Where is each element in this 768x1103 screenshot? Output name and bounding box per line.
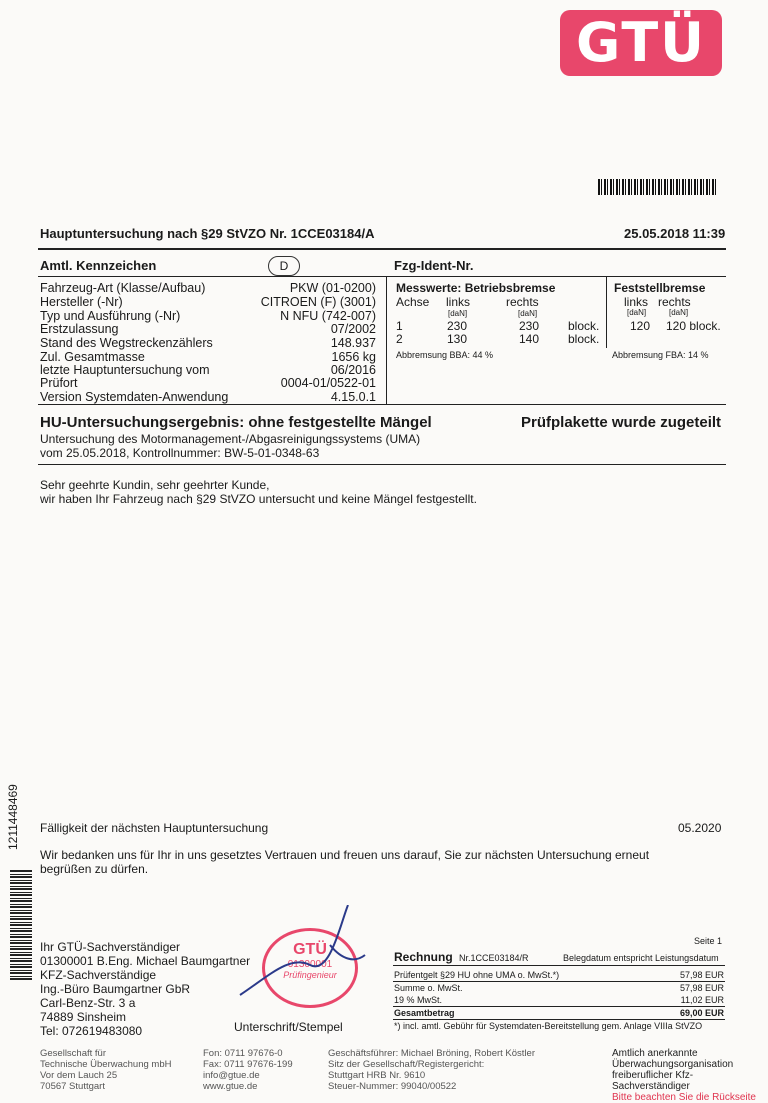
brake-note: block. — [568, 332, 600, 346]
footer-line: freiberuflicher Kfz-Sachverständiger — [612, 1070, 694, 1092]
invoice-title: Rechnung — [394, 950, 453, 964]
parking-col-left: links — [624, 295, 649, 309]
footer-contact — [203, 1048, 293, 1092]
divider — [393, 981, 725, 982]
parking-left: 120 — [630, 319, 651, 333]
expert-line: Ihr GTÜ-Sachverständiger — [40, 940, 181, 954]
expert-block — [40, 940, 250, 1038]
vehicle-label: Version Systemdaten-Anwendung — [40, 390, 229, 404]
gtue-logo: GTÜ — [560, 10, 722, 76]
expert-line: 01300001 B.Eng. Michael Baumgartner — [40, 954, 251, 968]
brake-right: 140 — [519, 332, 540, 346]
divider — [38, 464, 726, 465]
divider — [393, 1019, 725, 1020]
signature — [230, 905, 370, 1005]
vehicle-label: Prüfort — [40, 376, 78, 390]
footer-line: Technische Überwachung mbH — [40, 1059, 172, 1070]
unit-label: [daN] — [627, 308, 647, 317]
footer-line: Vor dem Lauch 25 — [40, 1070, 118, 1081]
brake-left: 130 — [447, 332, 468, 346]
brake-right: 230 — [519, 319, 540, 333]
parking-col-right: rechts — [658, 295, 691, 309]
brake-col-left: links — [446, 295, 471, 309]
brake-note: block. — [568, 319, 600, 333]
brake-axle: 2 — [396, 332, 403, 346]
expert-line: 74889 Sinsheim — [40, 1010, 127, 1024]
footer-line: info@gtue.de — [203, 1070, 260, 1081]
barcode — [598, 179, 718, 195]
brake-left: 230 — [447, 319, 468, 333]
invoice-row-value: 57,98 EUR — [679, 983, 724, 993]
footer-line: 70567 Stuttgart — [40, 1081, 105, 1092]
invoice-total-value: 69,00 EUR — [679, 1008, 724, 1018]
result-line2: vom 25.05.2018, Kontrollnummer: BW-5-01-0348-63 — [40, 446, 320, 460]
letter-body: wir haben Ihr Fahrzeug nach §29 StVZO untersucht und keine Mängel festgestellt. — [40, 492, 477, 506]
vehicle-value: 148.937 — [330, 336, 376, 350]
footer-line: Bitte beachten Sie die Rückseite — [612, 1092, 756, 1103]
footer-line: Überwachungsorganisation — [612, 1059, 734, 1070]
parking-title: Feststellbremse — [614, 281, 706, 295]
invoice-row-label: Prüfentgelt §29 HU ohne UMA o. MwSt.*) — [394, 970, 560, 980]
invoice-footnote: *) incl. amtl. Gebühr für Systemdaten-Bereitstellung gem. Anlage VIIIa StVZO — [394, 1021, 703, 1031]
invoice-row-label: 19 % MwSt. — [394, 995, 443, 1005]
divider — [38, 248, 726, 250]
invoice-total-label: Gesamtbetrag — [394, 1008, 455, 1018]
result-line1: Untersuchung des Motormanagement-/Abgasreinigungssystems (UMA) — [40, 432, 421, 446]
letter-greeting: Sehr geehrte Kundin, sehr geehrter Kunde, — [40, 478, 270, 492]
parking-fba: Abbremsung FBA: 14 % — [612, 350, 709, 360]
invoice-number: Nr.1CCE03184/R — [459, 953, 529, 963]
vehicle-label: Erstzulassung — [40, 322, 119, 336]
vehicle-value: 07/2002 — [330, 322, 376, 336]
vehicle-value: CITROEN (F) (3001) — [260, 295, 376, 309]
footer-line: Fon: 0711 97676-0 — [203, 1048, 283, 1059]
vehicle-value: 0004-01/0522-01 — [280, 376, 376, 390]
divider — [38, 404, 726, 405]
country-badge: D — [268, 256, 300, 276]
footer-line: Steuer-Nummer: 99040/00522 — [328, 1081, 457, 1092]
footer-line: Amtlich anerkannte — [612, 1048, 698, 1059]
vehicle-label: letzte Hauptuntersuchung vom — [40, 363, 210, 377]
footer-company — [40, 1048, 171, 1092]
brake-col-right: rechts — [506, 295, 539, 309]
result-title: HU-Untersuchungsergebnis: ohne festgestellte Mängel — [40, 414, 432, 431]
footer-line: www.gtue.de — [203, 1081, 258, 1092]
divider — [38, 276, 726, 277]
document-title: Hauptuntersuchung nach §29 StVZO Nr. 1CCE03184/A — [40, 226, 375, 241]
unit-label: [daN] — [669, 308, 689, 317]
footer-line: Stuttgart HRB Nr. 9610 — [328, 1070, 426, 1081]
parking-right: 120 block. — [666, 319, 721, 333]
unit-label: [daN] — [518, 309, 538, 318]
side-number: 1211448469 — [6, 784, 20, 850]
vehicle-label: Stand des Wegstreckenzählers — [40, 336, 213, 350]
plate-label: Amtl. Kennzeichen — [40, 258, 157, 273]
vehicle-value: 4.15.0.1 — [330, 390, 376, 404]
expert-line: Tel: 072619483080 — [40, 1024, 143, 1038]
vehicle-value: 1656 kg — [331, 350, 376, 364]
vehicle-label: Hersteller (-Nr) — [40, 295, 123, 309]
footer-line: Fax: 0711 97676-199 — [203, 1059, 293, 1070]
divider — [393, 1006, 725, 1007]
divider — [606, 276, 607, 348]
footer-line: Gesellschaft für — [40, 1048, 106, 1059]
footer-line: Sitz der Gesellschaft/Registergericht: — [328, 1059, 485, 1070]
vehicle-value: PKW (01-0200) — [289, 281, 376, 295]
expert-line: Carl-Benz-Str. 3 a — [40, 996, 136, 1010]
divider — [386, 276, 387, 404]
vin-label: Fzg-Ident-Nr. — [394, 258, 474, 273]
side-barcode — [10, 870, 32, 980]
footer-management — [328, 1048, 535, 1092]
expert-line: KFZ-Sachverständige — [40, 968, 157, 982]
result-badge: Prüfplakette wurde zugeteilt — [521, 414, 722, 431]
document-date: 25.05.2018 11:39 — [624, 226, 726, 241]
thanks-line2: begrüßen zu dürfen. — [40, 862, 149, 876]
invoice-note: Belegdatum entspricht Leistungsdatum — [563, 953, 719, 963]
brake-bba: Abbremsung BBA: 44 % — [396, 350, 494, 360]
vehicle-value: N NFU (742-007) — [280, 309, 376, 323]
invoice-row-value: 11,02 EUR — [680, 995, 724, 1005]
stamp-bottom: Prüfingenieur — [283, 970, 337, 980]
next-inspection-value: 05.2020 — [678, 821, 722, 835]
invoice-row-label: Summe o. MwSt. — [394, 983, 463, 993]
brake-title: Messwerte: Betriebsbremse — [396, 281, 556, 295]
vehicle-label: Fahrzeug-Art (Klasse/Aufbau) — [40, 281, 206, 295]
footer-accreditation — [612, 1048, 768, 1103]
divider — [393, 965, 725, 966]
next-inspection-label: Fälligkeit der nächsten Hauptuntersuchung — [40, 821, 269, 835]
stamp-number: 01300001 — [287, 959, 333, 970]
thanks-line1: Wir bedanken uns für Ihr in uns gesetztes Vertrauen und freuen uns darauf, Sie zur nächsten Untersuchung erneut — [40, 848, 650, 862]
brake-col-axle: Achse — [396, 295, 430, 309]
brake-axle: 1 — [396, 319, 403, 333]
vehicle-label: Typ und Ausführung (-Nr) — [40, 309, 181, 323]
signature-label: Unterschrift/Stempel — [234, 1020, 343, 1034]
vehicle-value: 06/2016 — [330, 363, 376, 377]
invoice-row-value: 57,98 EUR — [679, 970, 724, 980]
vehicle-label: Zul. Gesamtmasse — [40, 350, 145, 364]
stamp-top: GTÜ — [293, 941, 327, 958]
unit-label: [daN] — [448, 309, 468, 318]
footer-line: Geschäftsführer: Michael Bröning, Robert Köstler — [328, 1048, 535, 1059]
expert-line: Ing.-Büro Baumgartner GbR — [40, 982, 191, 996]
page-number: Seite 1 — [694, 936, 723, 946]
